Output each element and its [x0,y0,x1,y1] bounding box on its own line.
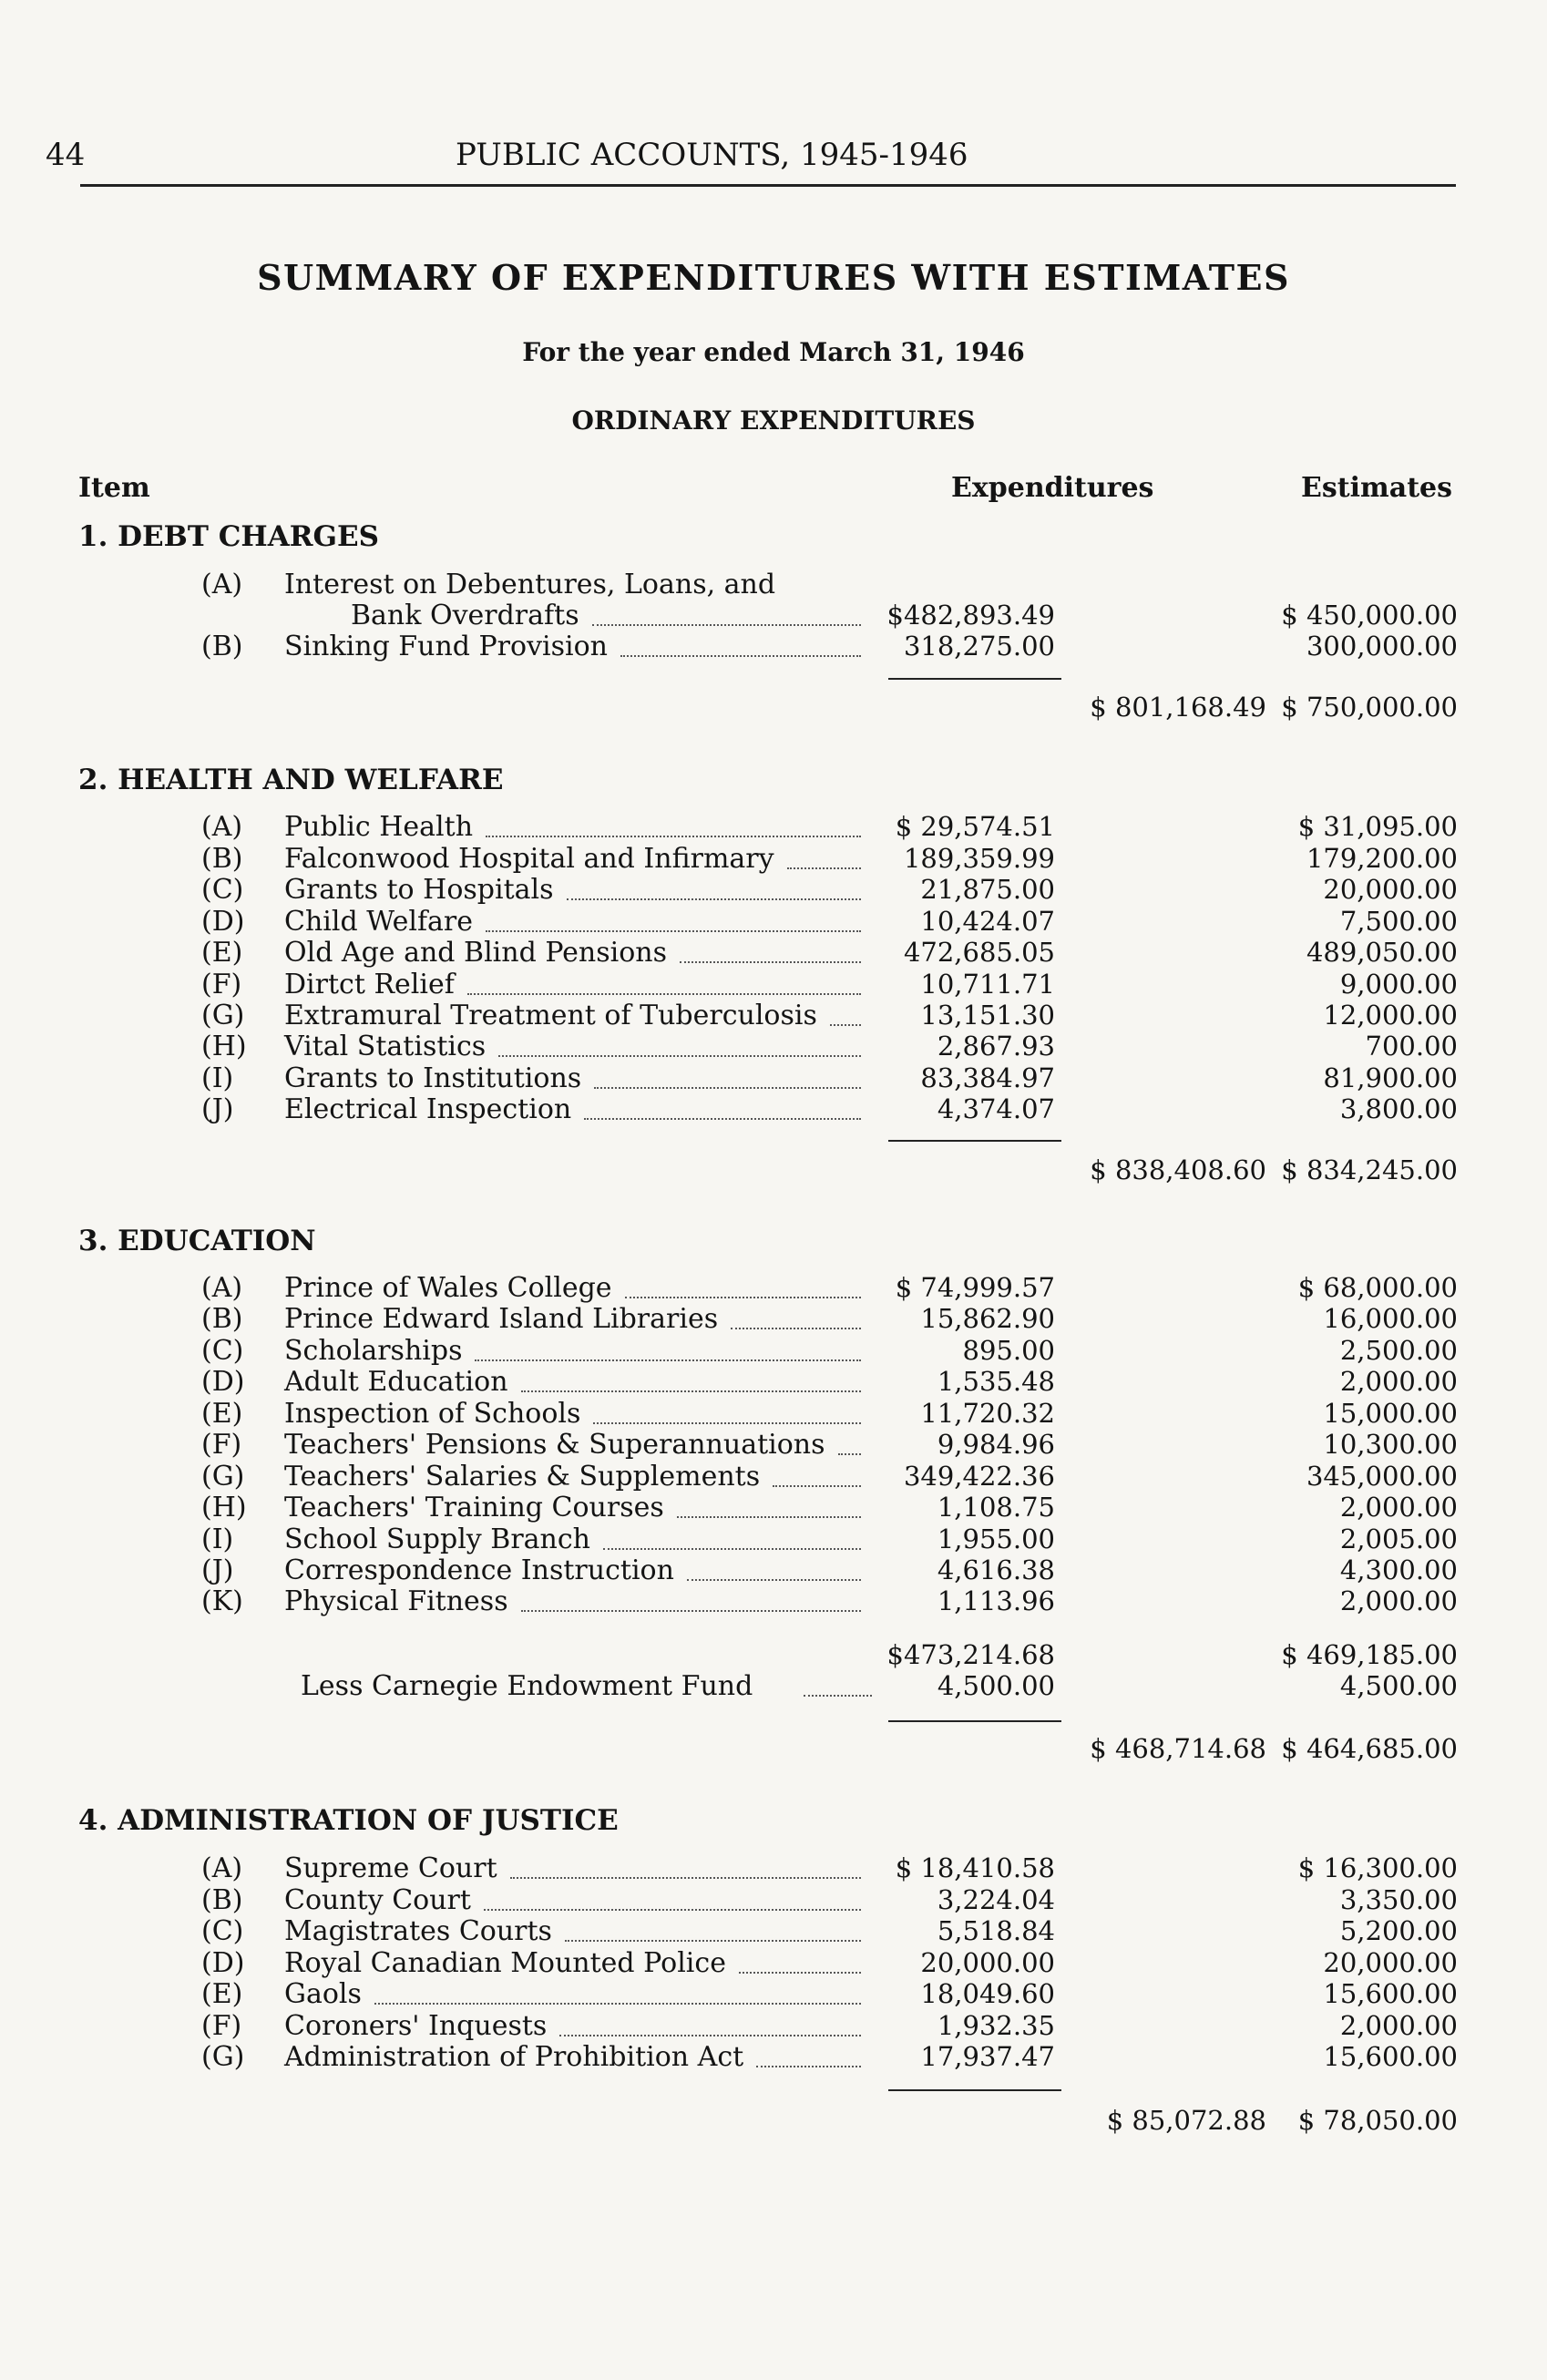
item-estimate: 20,000.00 [1323,1947,1458,1978]
section-total-estimates: $ 834,245.00 [1281,1154,1458,1185]
column-header-expenditures: Expenditures [951,472,1154,504]
item-label: Prince Edward Island Libraries [284,1303,719,1335]
item-estimate: $ 16,300.00 [1297,1852,1458,1883]
item-letter: (H) [201,1031,247,1062]
section-total-expenditures: $ 838,408.60 [1090,1154,1266,1185]
item-label: Scholarships [284,1335,463,1367]
item-letter: (J) [201,1093,234,1125]
item-label: Grants to Institutions [284,1062,582,1094]
item-label: Grants to Hospitals [284,874,554,906]
section-total-estimates: $ 78,050.00 [1297,2105,1458,2136]
item-letter: (A) [201,569,243,600]
item-letter: (A) [201,811,243,843]
item-expenditure: 349,422.36 [903,1461,1055,1492]
item-expenditure: 5,518.84 [937,1915,1055,1946]
item-expenditure: 1,932.35 [937,2010,1055,2041]
subtotal-rule [888,678,1061,680]
item-estimate: $ 31,095.00 [1297,811,1458,842]
item-estimate: $ 68,000.00 [1297,1272,1458,1303]
item-label: Vital Statistics [284,1031,487,1062]
item-letter: (G) [201,1000,245,1031]
item-label: Public Health [284,811,474,843]
item-label: Adult Education [284,1366,508,1398]
running-title: PUBLIC ACCOUNTS, 1945-1946 [456,137,968,173]
item-letter: (D) [201,1366,245,1398]
item-estimate: 2,005.00 [1339,1523,1458,1554]
leader-dots [594,1087,861,1089]
item-estimate: 2,000.00 [1339,1585,1458,1616]
leader-dots [756,2066,861,2067]
item-label: Prince of Wales College [284,1272,612,1304]
subtotal-rule [888,1140,1061,1142]
section-title: 1. DEBT CHARGES [78,520,379,553]
item-estimate: 300,000.00 [1306,631,1458,662]
item-letter: (E) [201,1398,243,1430]
leader-dots [625,1297,861,1298]
item-estimate: 81,900.00 [1323,1062,1458,1093]
item-estimate: 16,000.00 [1323,1303,1458,1334]
item-label: Correspondence Instruction [284,1554,674,1586]
section-total-expenditures: $ 468,714.68 [1090,1733,1266,1764]
leader-dots [559,2035,861,2036]
item-expenditure: 10,424.07 [920,906,1055,937]
leader-dots [467,993,861,995]
item-label: Extramural Treatment of Tuberculosis [284,1000,817,1031]
item-expenditure: 1,108.75 [937,1492,1055,1523]
item-expenditure: 13,151.30 [920,1000,1055,1031]
item-label: Teachers' Training Courses [284,1492,664,1523]
item-letter: (B) [201,1303,243,1335]
item-estimate: 3,350.00 [1339,1884,1458,1915]
item-estimate: 4,300.00 [1339,1554,1458,1585]
item-expenditure: 10,711.71 [920,969,1055,1000]
leader-dots [475,1359,861,1361]
item-label: Old Age and Blind Pensions [284,937,668,969]
item-estimate: 2,000.00 [1339,1366,1458,1397]
leader-dots [498,1055,861,1057]
item-expenditure: 2,867.93 [937,1031,1055,1062]
category-heading: ORDINARY EXPENDITURES [571,405,976,436]
subtotal-estimates: $ 469,185.00 [1281,1639,1458,1670]
item-estimate: 9,000.00 [1339,969,1458,1000]
item-label: Dirtct Relief [284,969,455,1000]
item-letter: (D) [201,1947,245,1979]
item-expenditure: 9,984.96 [937,1429,1055,1460]
leader-dots [731,1328,861,1329]
less-label: Less Carnegie Endowment Fund [301,1670,753,1702]
leader-dots [521,1610,861,1612]
page-subtitle: For the year ended March 31, 1946 [522,337,1025,367]
item-letter: (I) [201,1523,234,1555]
item-letter: (A) [201,1852,243,1884]
item-label: School Supply Branch [284,1523,591,1555]
leader-dots [680,961,861,963]
section-total-expenditures: $ 801,168.49 [1090,692,1266,723]
item-expenditure: $482,893.49 [886,600,1055,631]
page-number: 44 [46,137,86,173]
leader-dots [521,1390,861,1392]
item-estimate: 7,500.00 [1339,906,1458,937]
leader-dots [620,655,861,657]
item-letter: (I) [201,1062,234,1094]
item-label: Teachers' Salaries & Supplements [284,1461,761,1493]
item-letter: (J) [201,1554,234,1586]
column-header-item: Item [78,472,150,504]
section-total-expenditures: $ 85,072.88 [1106,2105,1266,2136]
item-letter: (C) [201,1915,244,1947]
item-estimate: 2,000.00 [1339,2010,1458,2041]
item-estimate: 15,600.00 [1323,2041,1458,2072]
leader-dots [486,836,861,837]
item-label: Teachers' Pensions & Superannuations [284,1429,825,1461]
item-label: Electrical Inspection [284,1093,572,1125]
item-letter: (E) [201,937,243,969]
less-expenditures: 4,500.00 [937,1670,1055,1701]
item-estimate: 700.00 [1365,1031,1458,1062]
item-expenditure: $ 74,999.57 [895,1272,1055,1303]
item-estimate: 2,000.00 [1339,1492,1458,1523]
item-label: Inspection of Schools [284,1398,581,1430]
item-expenditure: 17,937.47 [920,2041,1055,2072]
item-expenditure: 15,862.90 [920,1303,1055,1334]
item-label: Falconwood Hospital and Infirmary [284,843,774,875]
item-letter: (C) [201,874,244,906]
item-estimate: 10,300.00 [1323,1429,1458,1460]
item-letter: (C) [201,1335,244,1367]
item-letter: (F) [201,969,242,1000]
item-label: Coroners' Inquests [284,2010,548,2042]
page-title: SUMMARY OF EXPENDITURES WITH ESTIMATES [257,257,1290,298]
item-letter: (B) [201,843,243,875]
item-label: Administration of Prohibition Act [284,2041,744,2073]
item-expenditure: 3,224.04 [937,1884,1055,1915]
item-letter: (B) [201,1884,243,1916]
item-label: Supreme Court [284,1852,497,1884]
item-expenditure: 18,049.60 [920,1978,1055,2009]
column-header-estimates: Estimates [1301,472,1453,504]
item-expenditure: 472,685.05 [903,937,1055,968]
item-expenditure: 4,616.38 [937,1554,1055,1585]
leader-dots [739,1972,861,1974]
item-letter: (G) [201,1461,245,1493]
item-estimate: $ 450,000.00 [1281,600,1458,631]
item-letter: (H) [201,1492,247,1523]
item-estimate: 5,200.00 [1339,1915,1458,1946]
item-letter: (D) [201,906,245,938]
item-label: County Court [284,1884,471,1916]
item-estimate: 15,000.00 [1323,1398,1458,1429]
item-label: Sinking Fund Provision [284,631,609,662]
item-letter: (A) [201,1272,243,1304]
leader-dots [565,1940,861,1942]
item-label: Physical Fitness [284,1585,508,1617]
item-estimate: 20,000.00 [1323,874,1458,905]
item-expenditure: 189,359.99 [903,843,1055,874]
leader-dots [374,2003,861,2005]
section-total-estimates: $ 464,685.00 [1281,1733,1458,1764]
item-letter: (G) [201,2041,245,2073]
subtotal-rule [888,1720,1061,1722]
item-estimate: 3,800.00 [1339,1093,1458,1124]
item-label: Gaols [284,1978,362,2010]
leader-dots [584,1118,861,1120]
item-expenditure: 11,720.32 [920,1398,1055,1429]
leader-dots [830,1024,861,1026]
section-title: 3. EDUCATION [78,1225,316,1257]
leader-dots [687,1579,861,1581]
section-title: 2. HEALTH AND WELFARE [78,764,504,796]
item-expenditure: 1,113.96 [937,1585,1055,1616]
item-expenditure: 1,955.00 [937,1523,1055,1554]
leader-dots [677,1516,861,1518]
item-expenditure: 83,384.97 [920,1062,1055,1093]
leader-dots [484,1909,861,1911]
item-label: Magistrates Courts [284,1915,552,1947]
leader-dots [603,1548,861,1550]
less-estimates: 4,500.00 [1339,1670,1458,1701]
item-estimate: 2,500.00 [1339,1335,1458,1366]
item-expenditure: $ 29,574.51 [895,811,1055,842]
leader-dots [592,624,861,626]
leader-dots [510,1877,861,1879]
section-total-estimates: $ 750,000.00 [1281,692,1458,723]
leader-dots [773,1485,861,1487]
leader-dots [593,1422,861,1424]
item-letter: (E) [201,1978,243,2010]
item-letter: (B) [201,631,243,662]
item-label: Royal Canadian Mounted Police [284,1947,726,1979]
item-letter: (K) [201,1585,243,1617]
item-expenditure: 1,535.48 [937,1366,1055,1397]
item-letter: (F) [201,1429,242,1461]
item-label: Interest on Debentures, Loans, and [284,569,776,600]
item-estimate: 179,200.00 [1306,843,1458,874]
item-label: Bank Overdrafts [351,600,579,631]
item-expenditure: $ 18,410.58 [895,1852,1055,1883]
item-estimate: 15,600.00 [1323,1978,1458,2009]
item-estimate: 345,000.00 [1306,1461,1458,1492]
leader-dots [787,867,861,869]
leader-dots [804,1695,872,1697]
item-letter: (F) [201,2010,242,2042]
item-expenditure: 21,875.00 [920,874,1055,905]
leader-dots [567,898,861,900]
subtotal-rule [888,2089,1061,2091]
item-estimate: 489,050.00 [1306,937,1458,968]
section-title: 4. ADMINISTRATION OF JUSTICE [78,1804,619,1837]
leader-dots [486,930,861,932]
header-rule [80,184,1456,187]
item-expenditure: 20,000.00 [920,1947,1055,1978]
item-expenditure: 318,275.00 [903,631,1055,662]
item-label: Child Welfare [284,906,474,938]
leader-dots [838,1453,861,1455]
item-expenditure: 895.00 [962,1335,1055,1366]
item-estimate: 12,000.00 [1323,1000,1458,1031]
subtotal-expenditures: $473,214.68 [886,1639,1055,1670]
item-expenditure: 4,374.07 [937,1093,1055,1124]
